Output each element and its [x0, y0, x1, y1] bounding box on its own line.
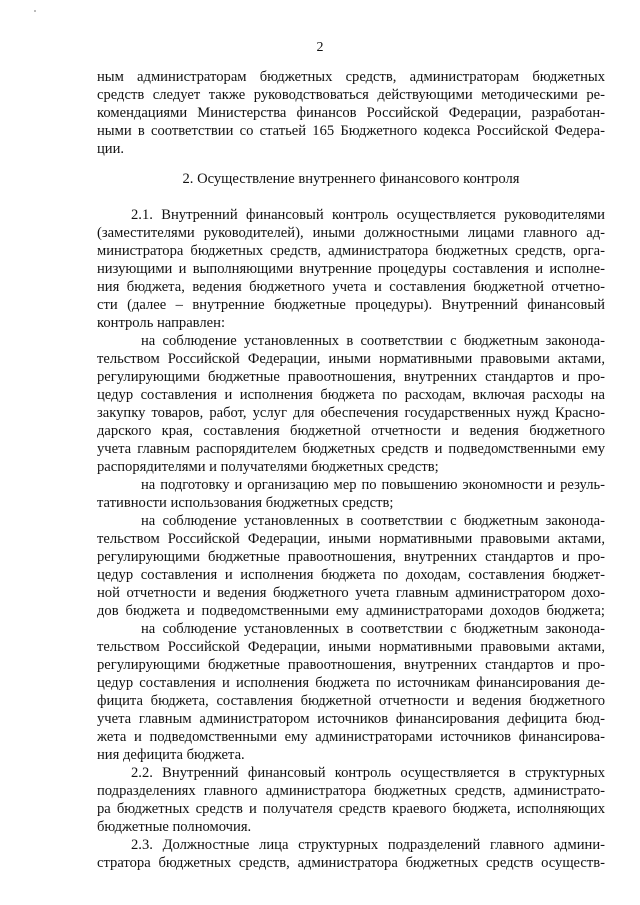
- text-line: цедур составления и исполнения бюджета по доходам, составления бюджет-: [97, 567, 605, 583]
- text-line: цедур составления и исполнения бюджета по источникам финансирования де-: [97, 675, 605, 691]
- text-line: учета главным администратором источников финансирования дефицита бюд-: [97, 711, 605, 727]
- text-line: дов бюджета и подведомственными ему администраторами доходов бюджета;: [97, 603, 605, 619]
- text-line: бюджетные полномочия.: [97, 819, 252, 835]
- intro-paragraph: [97, 68, 605, 158]
- text-line: средств следует также руководствоваться действующими методическими ре-: [97, 87, 605, 103]
- text-line: дарского края, составления бюджетной отчетности и ведения бюджетного: [97, 423, 605, 439]
- text-line: цедур составления и исполнения бюджета по расходам, включая расходы на: [97, 387, 605, 403]
- text-line: сти (далее – внутренние бюджетные процедуры). Внутренний финансовый: [97, 297, 605, 313]
- text-line: фицита бюджета, составления бюджетной отчетности и ведения бюджетного: [97, 693, 605, 709]
- text-line: регулирующими бюджетные правоотношения, внутренних стандартов и про-: [97, 369, 605, 385]
- section-body: [97, 206, 605, 872]
- text-line: ными в соответствии со статьей 165 Бюджетного кодекса Российской Федера-: [97, 123, 605, 139]
- text-line: (заместителями руководителей), иными должностными лицами главного ад-: [97, 225, 605, 241]
- text-line: контроль направлен:: [97, 315, 226, 331]
- text-line: тельством Российской Федерации, иными нормативными правовыми актами,: [97, 351, 605, 367]
- text-line: ным администраторам бюджетных средств, администраторам бюджетных: [97, 69, 605, 85]
- page-number: 2: [316, 40, 324, 55]
- text-line: регулирующими бюджетные правоотношения, внутренних стандартов и про-: [97, 549, 605, 565]
- text-line: ной отчетности и ведения бюджетного учета главным администратором дохо-: [97, 585, 605, 601]
- text-line: комендациями Министерства финансов Российской Федерации, разработан-: [97, 105, 605, 121]
- text-line: на соблюдение установленных в соответствии с бюджетным законода-: [141, 621, 605, 637]
- text-line: тельством Российской Федерации, иными нормативными правовыми актами,: [97, 531, 605, 547]
- text-line: регулирующими бюджетные правоотношения, внутренних стандартов и про-: [97, 657, 605, 673]
- text-line: тативности использования бюджетных средств;: [97, 495, 394, 511]
- text-line: на соблюдение установленных в соответствии с бюджетным законода-: [141, 513, 605, 529]
- text-line: на соблюдение установленных в соответствии с бюджетным законода-: [141, 333, 605, 349]
- text-line: ния дефицита бюджета.: [97, 747, 245, 763]
- text-line: стратора бюджетных средств, администратора бюджетных средств осуществ-: [97, 855, 605, 871]
- text-line: подразделениях главного администратора бюджетных средств, администрато-: [97, 783, 605, 799]
- text-line: учета главным распорядителем бюджетных средств и подведомственными ему: [97, 441, 605, 457]
- text-line: тельством Российской Федерации, иными нормативными правовыми актами,: [97, 639, 605, 655]
- text-line: 2.1. Внутренний финансовый контроль осуществляется руководителями: [131, 207, 605, 223]
- text-line: жета и подведомственными ему администраторами источников финансирова-: [97, 729, 605, 745]
- text-line: ра бюджетных средств и получателя средств краевого бюджета, исполняющих: [97, 801, 605, 817]
- text-line: ния бюджета, ведения бюджетного учета и составления бюджетной отчетно-: [97, 279, 605, 295]
- section-heading: 2. Осуществление внутреннего финансового контроля: [182, 171, 520, 187]
- text-line: низующими и выполняющими внутренние процедуры составления и исполне-: [97, 261, 605, 277]
- text-line: на подготовку и организацию мер по повышению экономности и резуль-: [141, 477, 605, 493]
- text-line: 2.3. Должностные лица структурных подразделений главного админи-: [131, 837, 605, 853]
- text-line: министратора бюджетных средств, администратора бюджетных средств, орга-: [97, 243, 605, 259]
- text-line: ции.: [97, 141, 125, 157]
- text-line: закупку товаров, работ, услуг для обеспечения государственных нужд Красно-: [97, 405, 605, 421]
- text-line: 2.2. Внутренний финансовый контроль осуществляется в структурных: [131, 765, 605, 781]
- text-line: распорядителями и получателями бюджетных средств;: [97, 459, 439, 475]
- scan-speck: [34, 10, 36, 12]
